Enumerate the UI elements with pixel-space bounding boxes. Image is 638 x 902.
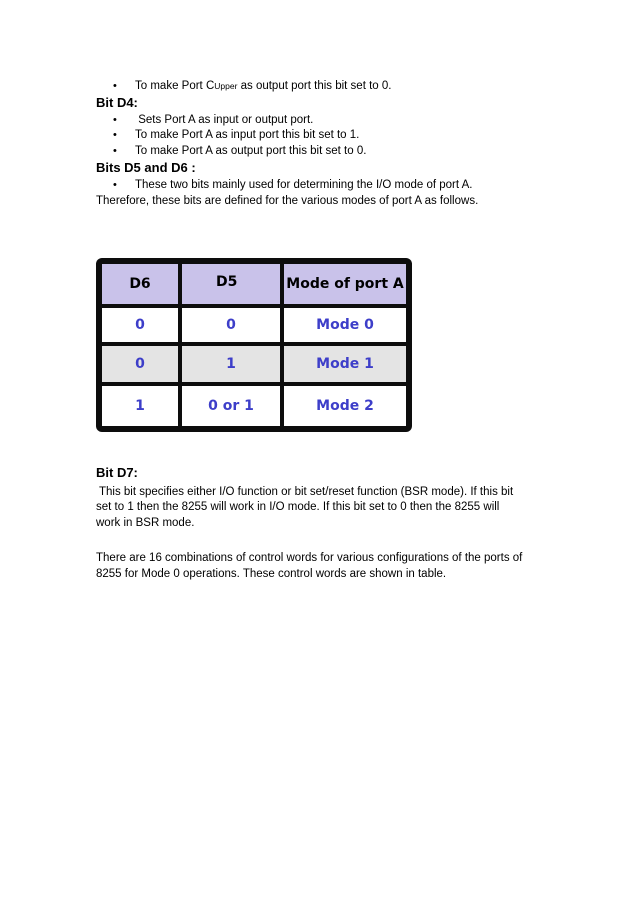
- table-cell-d5: 1: [182, 346, 280, 382]
- bullet-dot: •: [113, 145, 117, 157]
- bullet-dot: •: [113, 129, 117, 141]
- table-header-mode: Mode of port A: [284, 264, 406, 304]
- bullet-text: These two bits mainly used for determining the I/O mode of port A.: [135, 179, 473, 191]
- table-header-d5: D5: [182, 264, 280, 304]
- table-header-d6: D6: [102, 264, 178, 304]
- bullet-dot: •: [113, 80, 117, 92]
- heading-bit-d7: Bit D7:: [96, 465, 138, 480]
- paragraph-d7-line: set to 1 then the 8255 will work in I/O mode. If this bit set to 0 then the 8255 will: [96, 501, 500, 513]
- bullet-text: To make Port A as output port this bit set to 0.: [135, 145, 367, 157]
- table-cell-d6: 0: [102, 308, 178, 342]
- paragraph-closing-line: 8255 for Mode 0 operations. These control words are shown in table.: [96, 568, 447, 580]
- table-cell-mode: Mode 1: [284, 346, 406, 382]
- table-cell-mode: Mode 0: [284, 308, 406, 342]
- heading-bits-d5-d6: Bits D5 and D6 :: [96, 160, 196, 175]
- table-cell-d6: 0: [102, 346, 178, 382]
- bullet-text-subscript: Upper: [214, 81, 238, 91]
- paragraph-d5-d6: Therefore, these bits are defined for the various modes of port A as follows.: [96, 195, 479, 207]
- table-cell-d5: 0 or 1: [182, 386, 280, 426]
- bullet-text-prefix: To make Port C: [135, 80, 215, 92]
- paragraph-d7-line: work in BSR mode.: [96, 517, 195, 529]
- table-cell-d5: 0: [182, 308, 280, 342]
- bullet-dot: •: [113, 114, 117, 126]
- mode-table: [96, 258, 412, 432]
- bullet-text: [135, 79, 391, 93]
- bullet-text: Sets Port A as input or output port.: [135, 114, 314, 126]
- bullet-dot: •: [113, 179, 117, 191]
- paragraph-closing-line: There are 16 combinations of control words for various configurations of the ports of: [96, 552, 523, 564]
- paragraph-d7-line: This bit specifies either I/O function or bit set/reset function (BSR mode). If this bit: [96, 486, 514, 498]
- bullet-text: To make Port A as input port this bit set to 1.: [135, 129, 360, 141]
- table-cell-d6: 1: [102, 386, 178, 426]
- heading-bit-d4: Bit D4:: [96, 95, 138, 110]
- bullet-text-suffix: as output port this bit set to 0.: [237, 80, 392, 92]
- table-cell-mode: Mode 2: [284, 386, 406, 426]
